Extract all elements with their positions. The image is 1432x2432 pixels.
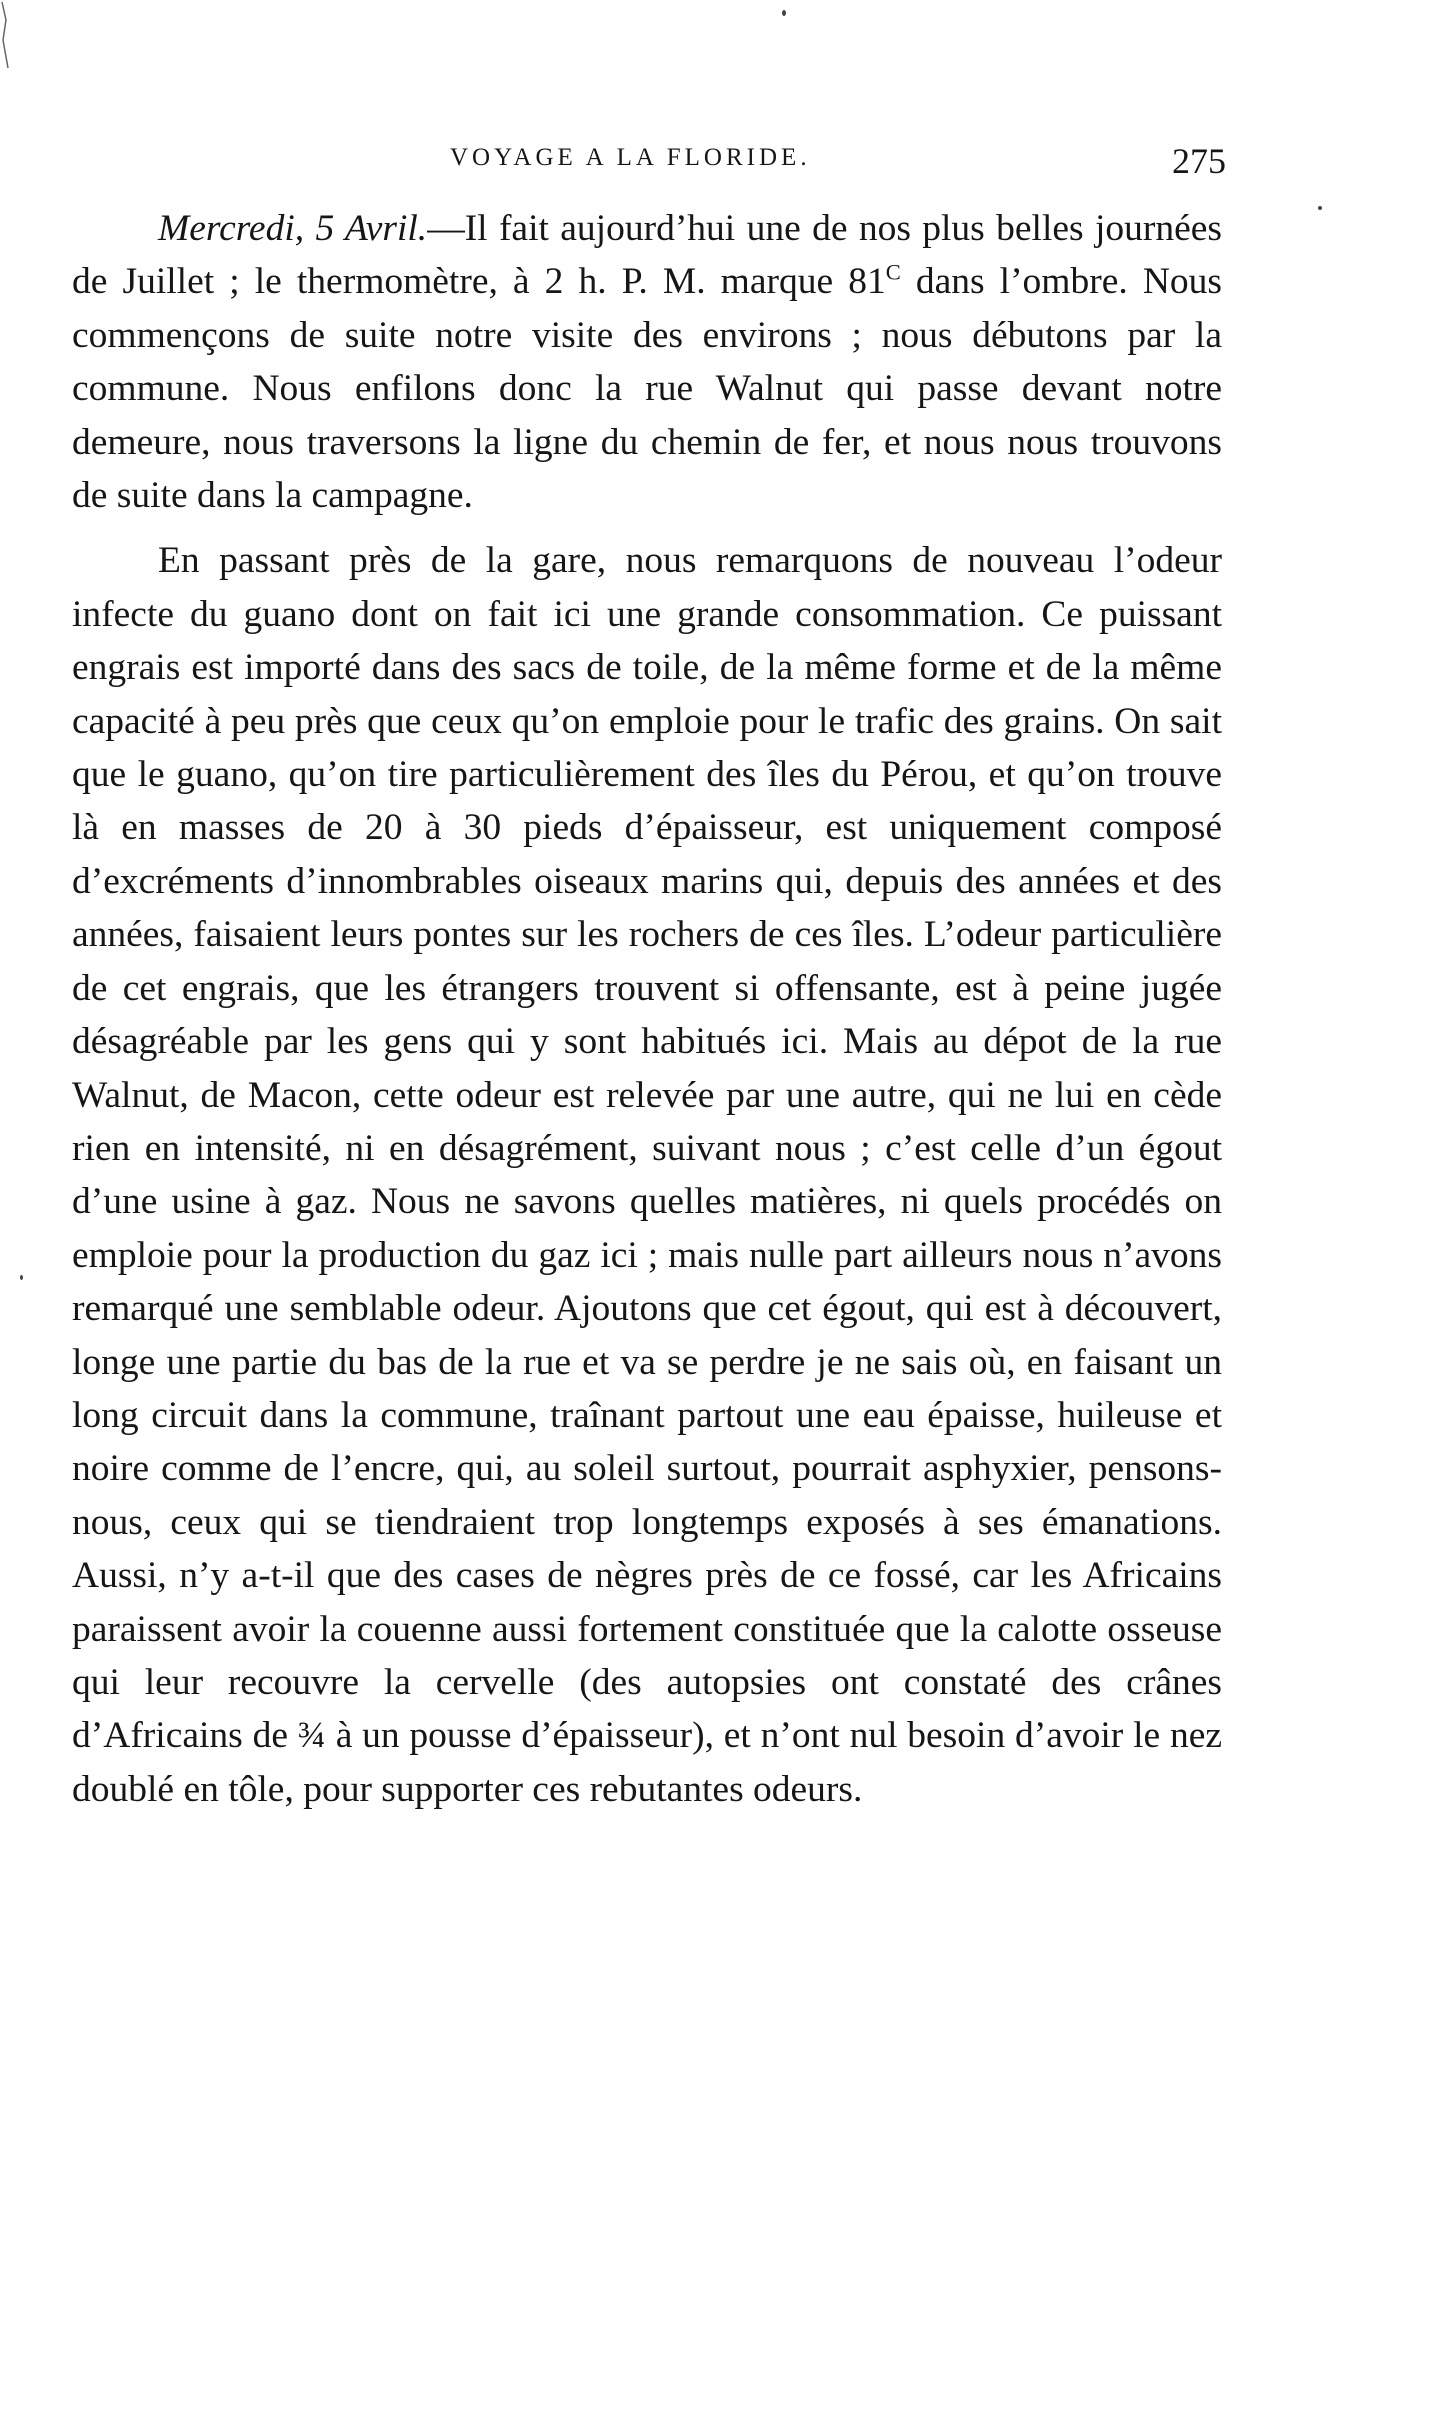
page-number: 275 bbox=[1172, 141, 1226, 181]
specks bbox=[20, 1275, 23, 1280]
paragraph-text: dans l’ombre. Nous commençons de suite notre visite des environs ; nous débutons par la commune. Nous enfilons donc la rue Walnut qui passe devant notre demeure, nous traversons la ligne du chemin de fer, et nous nous trouvons de suite dans la campagne. bbox=[72, 261, 1222, 517]
paragraph bbox=[72, 534, 1222, 1816]
page-edge-mark bbox=[0, 0, 14, 70]
specks bbox=[782, 10, 786, 16]
body-text bbox=[72, 202, 1222, 1816]
paragraph-text: —Il fait aujourd’hui une de nos plus belles journées de Juillet ; le thermomètre, à 2 h. P. M. marque 81 bbox=[72, 208, 1222, 303]
page-header bbox=[0, 140, 1432, 190]
specks bbox=[1318, 206, 1322, 210]
degree-mark: C bbox=[885, 259, 901, 285]
paragraph bbox=[72, 202, 1222, 522]
running-title: VOYAGE A LA FLORIDE. bbox=[450, 144, 811, 171]
paragraph-text: En passant près de la gare, nous remarquons de nouveau l’odeur infecte du guano dont on fait ici une grande consommation. Ce puissant engrais est importé dans des sacs de toile, de la même forme et de la même capacité à peu près que ceux qu’on emploie pour le trafic des grains. On sait que le guano, qu’on tire particulièrement des îles du Pérou, et qu’on trouve là en masses de 20 à 30 pieds d’épaisseur, est uniquement composé d’excréments d’innombrables oiseaux marins qui, depuis des années et des années, faisaient leurs pontes sur les rochers de ces îles. L’odeur particulière de cet engrais, que les étrangers trouvent si offensante, est à peine jugée désagréable par les gens qui y sont habitués ici. Mais au dépot de la rue Walnut, de Macon, cette odeur est relevée par une autre, qui ne lui en cède rien en intensité, ni en désagrément, suivant nous ; c’est celle d’un égout d’une usine à gaz. Nous ne savons quelles matières, ni quels procédés on emploie pour la production du gaz ici ; mais nulle part ailleurs nous n’avons remarqué une semblable odeur. Ajoutons que cet égout, qui est à découvert, longe une partie du bas de la rue et va se perdre je ne sais où, en faisant un long circuit dans la commune, traînant partout une eau épaisse, huileuse et noire comme de l’encre, qui, au soleil surtout, pourrait asphyxier, pensons-nous, ceux qui se tiendraient trop longtemps exposés à ses émanations. Aussi, n’y a-t-il que des cases de nègres près de ce fossé, car les Africains paraissent avoir la couenne aussi fortement constituée que la calotte osseuse qui leur recouvre la cervelle (des autopsies ont constaté des crânes d’Africains de ¾ à un pousse d’épaisseur), et n’ont nul besoin d’avoir le nez doublé en tôle, pour supporter ces rebutantes odeurs. bbox=[72, 540, 1222, 1810]
entry-date: Mercredi, 5 Avril. bbox=[158, 208, 428, 249]
